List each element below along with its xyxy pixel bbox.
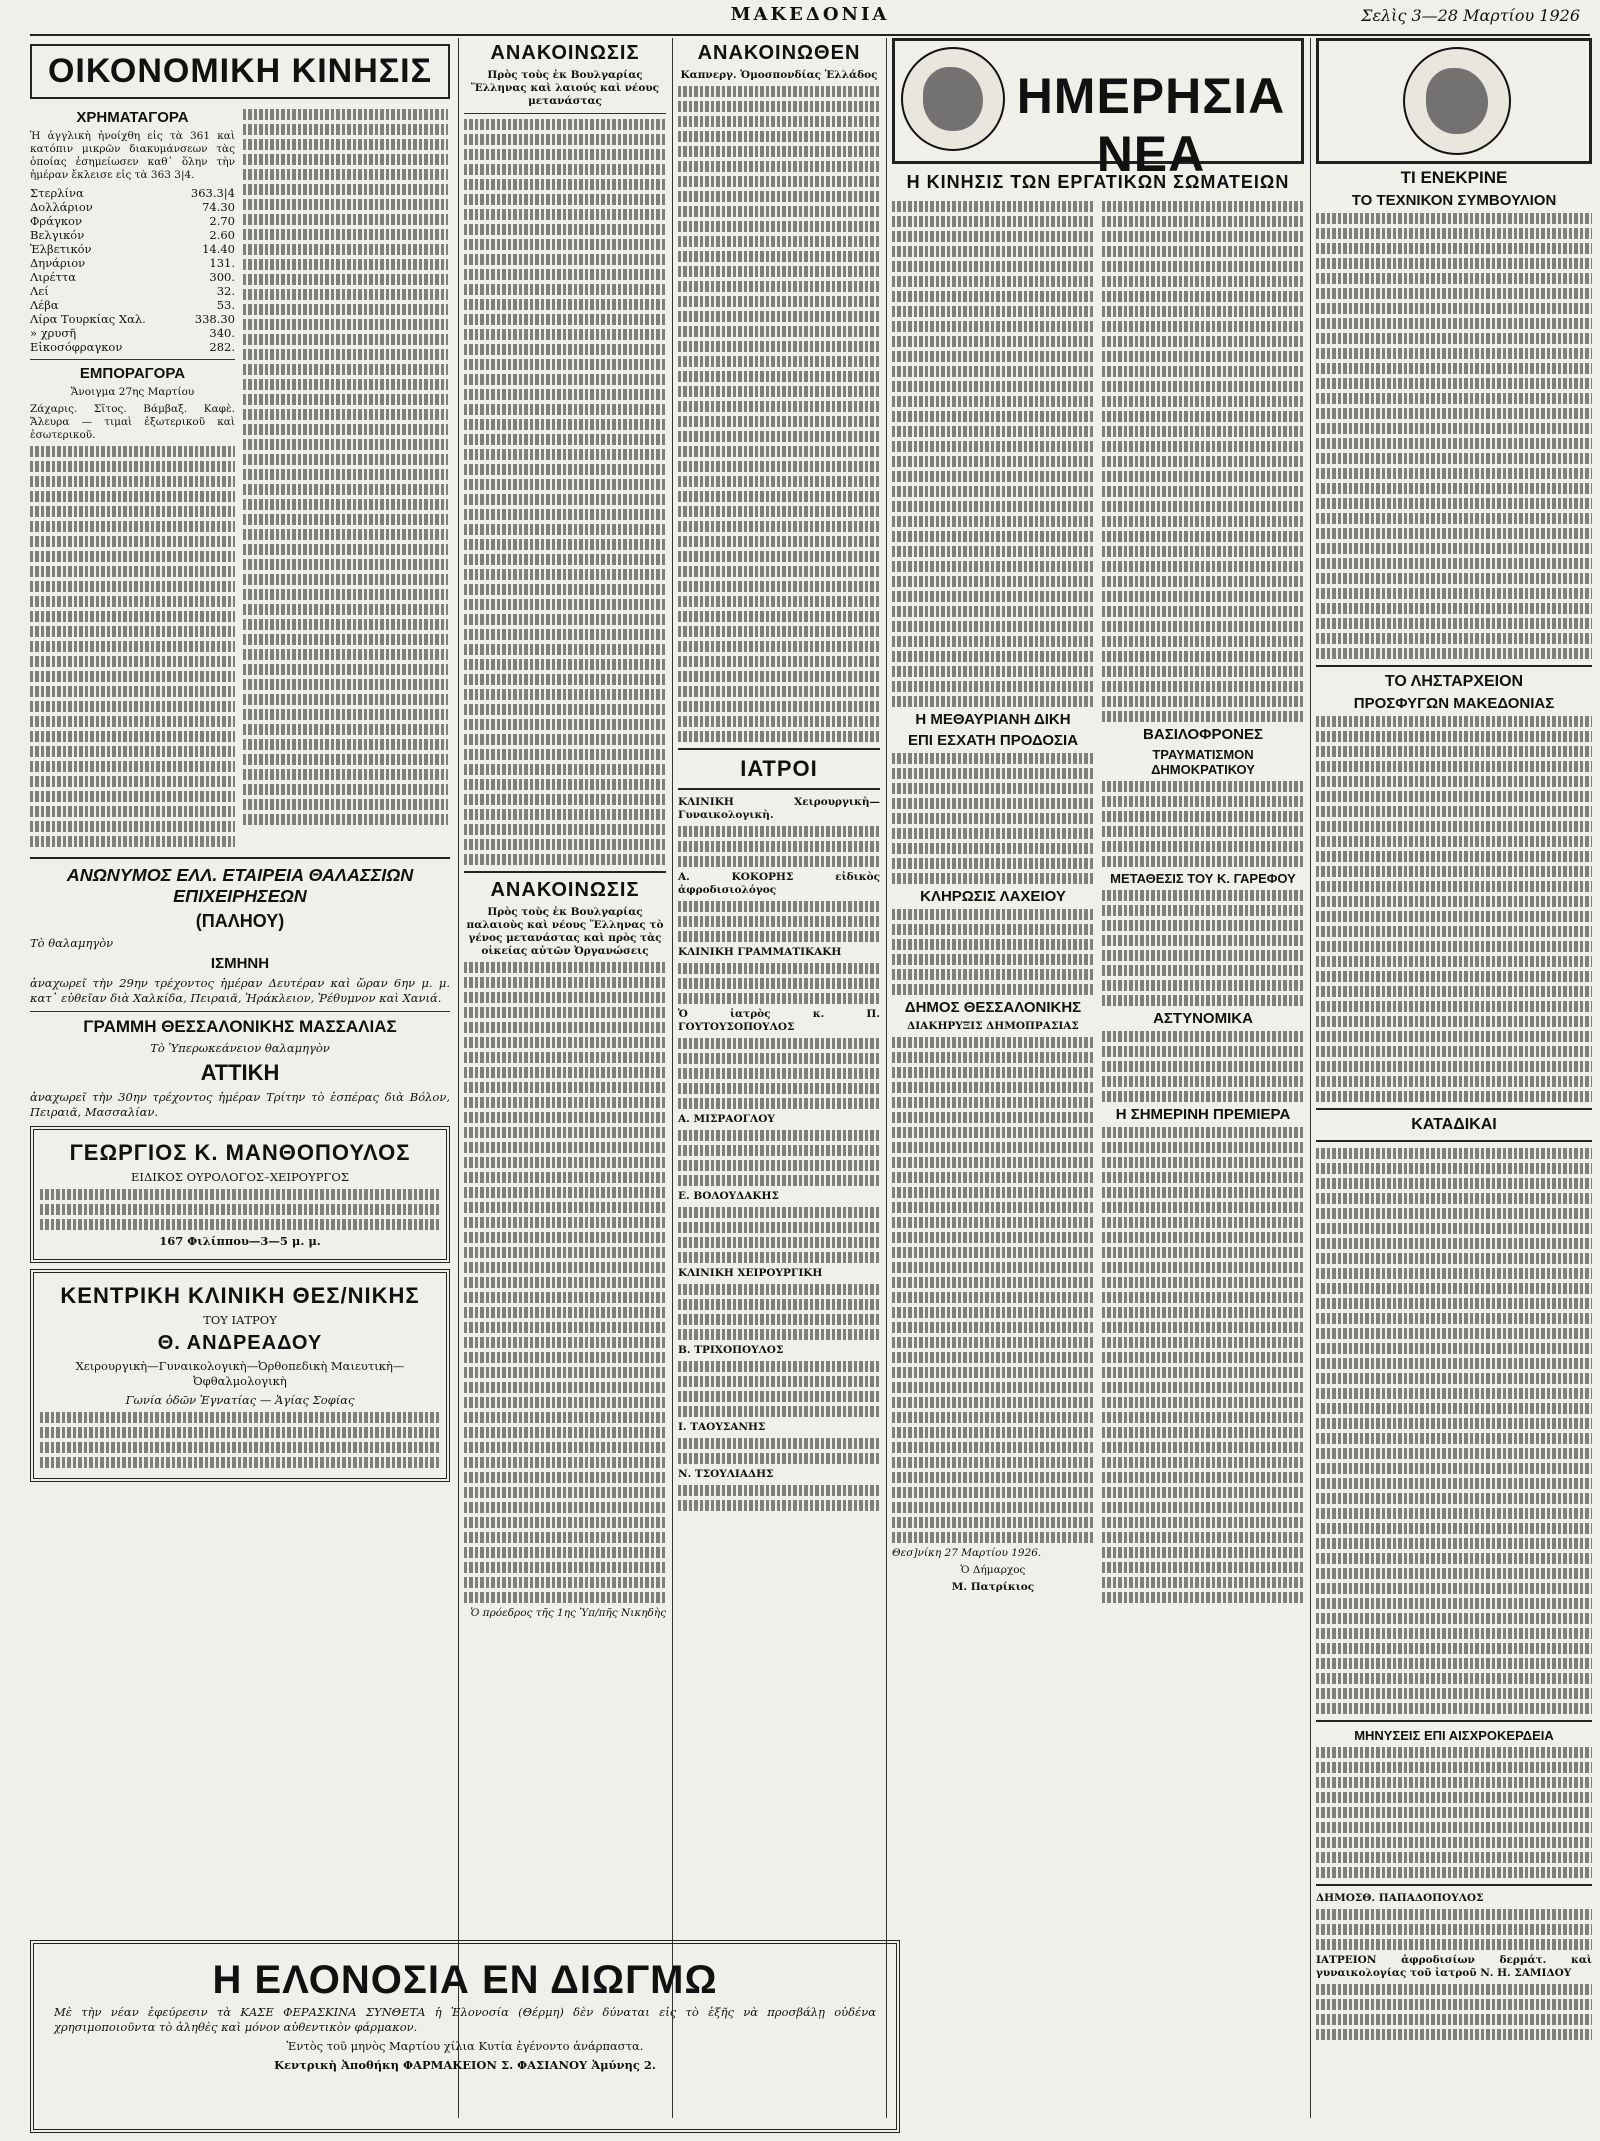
notice-title: ΑΝΑΚΟΙΝΩΘΕΝ (697, 42, 861, 64)
clinic-ad (30, 1269, 450, 1482)
column-rule (458, 38, 459, 2118)
malaria-ad-title: Η ΕΛΟΝΟΣΙΑ ΕΝ ΔΙΩΓΜΩ (212, 1958, 718, 2002)
section-header-box (30, 44, 450, 99)
doctors-title: ΙΑΤΡΟΙ (740, 756, 818, 781)
doctor-listing: Β. ΤΡΙΧΟΠΟΥΛΟΣ (678, 1344, 784, 1356)
announcement-sign: Ὁ πρόεδρος τῆς 1ης Ὑπ/πῆς Νικηδὴς (470, 1607, 666, 1619)
transfer-title: ΜΕΤΑΘΕΣΙΣ ΤΟΥ Κ. ΓΑΡΕΦΟΥ (1110, 871, 1296, 886)
clinic-address: Γωνία ὁδῶν Ἐγνατίας — Ἁγίας Σοφίας (125, 1393, 355, 1407)
gov-sub: ΤΡΑΥΜΑΤΙΣΜΟΝ ΔΗΜΟΚΡΑΤΙΚΟΥ (1151, 747, 1255, 777)
column-notices (678, 38, 880, 2128)
rate-value: 300. (209, 270, 235, 284)
column-rule (1310, 38, 1311, 2118)
doctor-listing: ΚΛΙΝΙΚΗ Χειρουργικὴ—Γυναικολογικὴ. (678, 796, 880, 821)
shipping-company-sub: (ΠΑΛΗΟΥ) (195, 911, 285, 931)
body-text (243, 109, 448, 825)
council-title: ΤΙ ΕΝΕΚΡΙΝΕ (1400, 168, 1508, 187)
sign-city: Θεσ]νίκη 27 Μαρτίου 1926. (892, 1547, 1042, 1559)
refugee-sub: ΠΡΟΣΦΥΓΩΝ ΜΑΚΕΔΟΝΙΑΣ (1353, 695, 1555, 712)
rate-row (30, 214, 235, 228)
rate-value: 282. (209, 340, 235, 354)
announcement-sub: Πρὸς τοὺς ἐκ Βουλγαρίας παλαιοὺς καὶ νέους Ἕλληνας τὸ γένος μετανάστας καὶ πρὸς τὰς οἰκείας αὐτῶν Ὀργανώσεις (466, 906, 664, 957)
announcement-sub: Πρὸς τοὺς ἐκ Βουλγαρίας Ἕλληνας καὶ λαιούς καὶ νέους μετανάστας (470, 69, 660, 107)
notice-sub: Καπνεργ. Ὁμοσπονδίας Ἑλλάδος (680, 69, 878, 81)
body-text (464, 962, 666, 1603)
rate-row (30, 270, 235, 284)
line2-title: ΓΡΑΜΜΗ ΘΕΣΣΑΛΟΝΙΚΗΣ ΜΑΣΣΑΛΙΑΣ (83, 1017, 397, 1036)
rate-name: » χρυσῆ (30, 326, 77, 340)
profiteering-title: ΜΗΝΥΣΕΙΣ ΕΠΙ ΑΙΣΧΡΟΚΕΡΔΕΙΑ (1354, 1728, 1554, 1743)
municipal-title: ΔΗΜΟΣ ΘΕΣΣΑΛΟΝΙΚΗΣ (904, 999, 1082, 1016)
announcement-title: ΑΝΑΚΟΙΝΩΣΙΣ (490, 42, 640, 64)
rate-value: 2.70 (209, 214, 235, 228)
rate-row (30, 298, 235, 312)
convictions-title: ΚΑΤΑΔΙΚΑΙ (1411, 1116, 1497, 1133)
rate-name: Δηνάριον (30, 256, 86, 270)
premiere-title: Η ΣΗΜΕΡΙΝΗ ΠΡΕΜΙΕΡΑ (1115, 1106, 1291, 1123)
doctor-listing: Α. ΜΙΣΡΑΟΓΛΟΥ (678, 1113, 775, 1125)
money-market-title: ΧΡΗΜΑΤΑΓΟΡΑ (76, 109, 189, 126)
rate-value: 74.30 (202, 200, 235, 214)
line2-sub: Τὸ Ὑπερωκεάνειον θαλαμηγὸν (150, 1041, 330, 1055)
sign-name: Μ. Πατρίκιος (951, 1581, 1035, 1593)
right-banner (1316, 38, 1592, 164)
rate-row (30, 284, 235, 298)
rates-list (30, 186, 235, 354)
issue-date: Σελὶς 3—28 Μαρτίου 1926 (1361, 6, 1580, 25)
doctor-listing: Α. ΚΟΚΟΡΗΣ εἰδικὸς ἀφροδισιολόγος (678, 871, 880, 896)
lottery-title: ΚΛΗΡΩΣΙΣ ΛΑΧΕΙΟΥ (920, 888, 1066, 905)
rate-row (30, 340, 235, 354)
commodity-intro: Ἄνοιγμα 27ης Μαρτίου (70, 386, 195, 398)
trial-sub: ΕΠΙ ΕΣΧΑΤΗ ΠΡΟΔΟΣΙΑ (907, 732, 1079, 749)
column-daily-news (892, 38, 1304, 2128)
malaria-ad-line: Ἐντὸς τοῦ μηνὸς Μαρτίου χίλια Κυτία ἐγένοντο ἀνάρπαστα. (286, 2039, 644, 2053)
rate-name: Λεί (30, 284, 49, 298)
doctor-listing: Ν. ΤΣΟΥΛΙΑΔΗΣ (678, 1468, 774, 1480)
body-text (678, 86, 880, 742)
column-announcements (464, 38, 666, 1928)
coin-emblem-right (1403, 47, 1511, 155)
rate-name: Λέβα (30, 298, 59, 312)
rate-value: 131. (209, 256, 235, 270)
shipping-line: Τὸ θαλαμηγὸν (30, 936, 114, 950)
doctor-listing: Ὁ ἰατρὸς κ. Π. ΓΟΥΤΟΥΣΟΠΟΥΛΟΣ (678, 1008, 880, 1033)
doctor-listing: Ε. ΒΟΛΟΥΔΑΚΗΣ (678, 1190, 779, 1202)
rate-name: Φράγκον (30, 214, 82, 228)
rate-value: 363.3|4 (190, 186, 235, 200)
masthead (30, 0, 1590, 36)
clinic-title: ΚΕΝΤΡΙΚΗ ΚΛΙΝΙΚΗ ΘΕΣ/ΝΙΚΗΣ (60, 1283, 420, 1308)
rate-name: Δολλάριον (30, 200, 93, 214)
rate-value: 338.30 (194, 312, 235, 326)
doctor-listing: Ι. ΤΑΟΥΣΑΝΗΣ (678, 1421, 766, 1433)
rate-value: 32. (216, 284, 235, 298)
rate-row (30, 326, 235, 340)
doctor-listing: ΚΛΙΝΙΚΗ ΓΡΑΜΜΑΤΙΚΑΚΗ (678, 946, 842, 958)
body-text (30, 446, 235, 847)
line2-ship: ΑΤΤΙΚΗ (200, 1060, 280, 1085)
sign-role: Ὁ Δήμαρχος (960, 1564, 1026, 1576)
doctor-title: ΕΙΔΙΚΟΣ ΟΥΡΟΛΟΓΟΣ–ΧΕΙΡΟΥΡΓΟΣ (131, 1170, 349, 1184)
ad-samidou: ΙΑΤΡΕΙΟΝ ἀφροδισίων δερμάτ. καὶ γυναικολογίας τοῦ ἰατροῦ Ν. Η. ΣΑΜΙΔΟΥ (1316, 1954, 1592, 1979)
doctor-name: ΓΕΩΡΓΙΟΣ Κ. ΜΑΝΘΟΠΟΥΛΟΣ (69, 1140, 411, 1165)
rate-row (30, 242, 235, 256)
police-title: ΑΣΤΥΝΟΜΙΚΑ (1153, 1010, 1253, 1027)
rate-row (30, 186, 235, 200)
doctor-ad (30, 1126, 450, 1263)
clinic-doctor: Θ. ΑΝΔΡΕΑΔΟΥ (157, 1332, 323, 1354)
ship-text: ἀναχωρεῖ τὴν 29ην τρέχοντος ἡμέραν Δευτέραν καὶ ὥραν 6ην μ. μ. κατ᾽ εὐθεῖαν διὰ Χαλκίδα, Πειραιᾶ, Ἡράκλειον, Ῥέθυμνον καὶ Χανιά. (30, 976, 450, 1005)
rate-row (30, 312, 235, 326)
malaria-ad-footer: Κεντρικὴ Ἀποθήκη ΦΑΡΜΑΚΕΙΟΝ Σ. ΦΑΣΙΑΝΟΥ Ἀμύνης 2. (274, 2058, 656, 2072)
rate-value: 2.60 (209, 228, 235, 242)
council-sub: ΤΟ ΤΕΧΝΙΚΟΝ ΣΥΜΒΟΥΛΙΟΝ (1351, 192, 1557, 209)
doctor-listing: ΚΛΙΝΙΚΗ ΧΕΙΡΟΥΡΓΙΚΗ (678, 1267, 823, 1279)
money-intro: Ἡ ἀγγλικὴ ἠνοίχθη εἰς τὰ 361 καὶ κατόπιν μικρῶν διακυμάνσεων τὰς ὁποίας ἐσημείωσεν καθ᾽ ὅλην τὴν ἡμέραν ἔκλεισε εἰς τὰ 363 3|4. (30, 130, 235, 181)
rate-row (30, 228, 235, 242)
gov-title: ΒΑΣΙΛΟΦΡΟΝΕΣ (1143, 726, 1263, 743)
rate-row (30, 200, 235, 214)
column-rule (886, 38, 887, 2118)
rate-row (30, 256, 235, 270)
announcement-title: ΑΝΑΚΟΙΝΩΣΙΣ (490, 879, 640, 901)
commodity-theme: Ζάχαρις. Σῖτος. Βάμβαξ. Καφὲ. Ἄλευρα — τιμαὶ ἐξωτερικοῦ καὶ ἐσωτερικοῦ. (30, 403, 235, 441)
rate-name: Εἰκοσόφραγκον (30, 340, 123, 354)
rate-name: Ἑλβετικόν (30, 242, 92, 256)
clinic-doctor-pre: ΤΟΥ ΙΑΤΡΟΥ (203, 1313, 277, 1327)
coin-emblem-left (901, 47, 1005, 151)
doctor-address: 167 Φιλίππου—3—5 μ. μ. (159, 1234, 321, 1248)
rate-value: 53. (216, 298, 235, 312)
section-title: ΟΙΚΟΝΟΜΙΚΗ ΚΙΝΗΣΙΣ (47, 52, 432, 90)
clinic-spec: Χειρουργικὴ—Γυναικολογικὴ—Ὀρθοπεδικὴ Μαιευτικὴ—Ὀφθαλμολογικὴ (75, 1359, 405, 1388)
rate-name: Λίρα Τουρκίας Χαλ. (30, 312, 146, 326)
column-rule (672, 38, 673, 2118)
column-right (1316, 38, 1592, 2128)
newspaper-title: ΜΑΚΕΔΟΝΙΑ (730, 4, 890, 25)
ad-papadopoulos: ΔΗΜΟΣΘ. ΠΑΠΑΔΟΠΟΥΛΟΣ (1316, 1892, 1484, 1904)
column-economic (30, 38, 450, 1928)
trial-title: Η ΜΕΘΑΥΡΙΑΝΗ ΔΙΚΗ (915, 711, 1071, 728)
ship-name: ΙΣΜΗΝΗ (210, 955, 270, 972)
shipping-company: ΑΝΩΝΥΜΟΣ ΕΛΛ. ΕΤΑΙΡΕΙΑ ΘΑΛΑΣΣΙΩΝ ΕΠΙΧΕΙΡΗΣΕΩΝ (66, 865, 414, 906)
daily-news-title: ΗΜΕΡΗΣΙΑ ΝΕΑ (1016, 68, 1286, 182)
malaria-ad (30, 1940, 900, 2133)
line2-text: ἀναχωρεῖ τὴν 30ην τρέχοντος ἡμέραν Τρίτην τὸ ἑσπέρας διὰ Βόλον, Πειραιᾶ, Μασσαλίαν. (30, 1090, 450, 1119)
municipal-sub: ΔΙΑΚΗΡΥΞΙΣ ΔΗΜΟΠΡΑΣΙΑΣ (907, 1020, 1079, 1032)
shipping-ad (30, 865, 450, 1120)
malaria-ad-text: Μὲ τὴν νέαν ἐφεύρεσιν τὰ ΚΑΣΕ ΦΕΡΑΣΚΙΝΑ ΣΥΝΘΕΤΑ ἡ Ἑλονοσία (Θέρμη) δὲν δύναται εἰς τὸ ἑξῆς νὰ προσβάλῃ οὐδένα χρησιμοποιοῦντα τὸ ἀληθὲς καὶ μόνον αὐθεντικὸν φάρμακον. (54, 2005, 876, 2034)
rate-value: 340. (209, 326, 235, 340)
workers-title: Η ΚΙΝΗΣΙΣ ΤΩΝ ΕΡΓΑΤΙΚΩΝ ΣΩΜΑΤΕΙΩΝ (906, 172, 1290, 192)
rate-name: Λιρέττα (30, 270, 77, 284)
rate-name: Βελγικόν (30, 228, 85, 242)
refugee-title: ΤΟ ΛΗΣΤΑΡΧΕΙΟΝ (1384, 673, 1524, 690)
commodity-title: ΕΜΠΟΡΑΓΟΡΑ (79, 365, 186, 382)
body-text (464, 119, 666, 865)
rate-value: 14.40 (202, 242, 235, 256)
rate-name: Στερλίνα (30, 186, 84, 200)
